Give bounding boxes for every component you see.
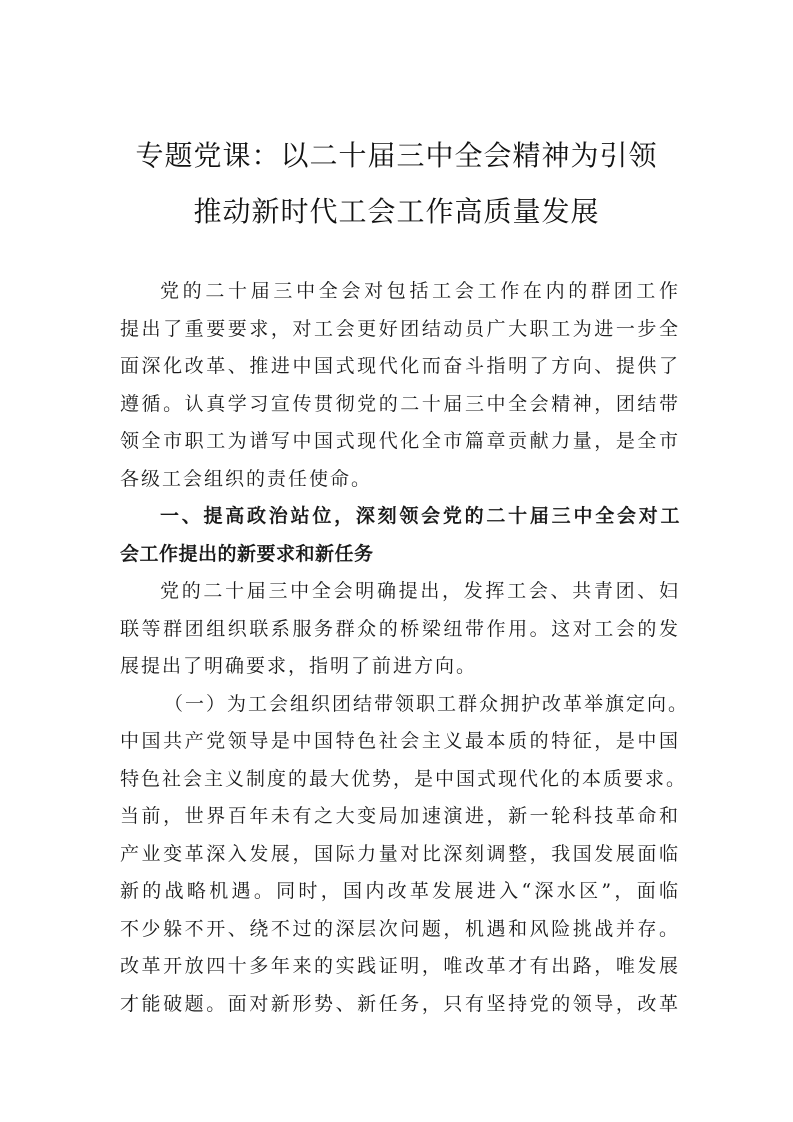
subsection1-line-7: 不少躲不开、绕不过的深层次问题，机遇和风险挑战并存。 bbox=[120, 917, 680, 940]
subsection1-line-2: 中国共产党领导是中国特色社会主义最本质的特征，是中国 bbox=[120, 730, 680, 752]
section1-line-3: 展提出了明确要求，指明了前进方向。 bbox=[120, 655, 478, 677]
title-line-2: 推动新时代工会工作高质量发展 bbox=[193, 195, 600, 228]
intro-line-4: 遵循。认真学习宣传贯彻党的二十届三中全会精神，团结带 bbox=[120, 392, 680, 415]
subsection1-line-5: 产业变革深入发展，国际力量对比深刻调整，我国发展面临 bbox=[120, 842, 680, 865]
subsection1-line-4: 当前，世界百年未有之大变局加速演进，新一轮科技革命和 bbox=[120, 805, 680, 827]
intro-line-3: 面深化改革、推进中国式现代化而奋斗指明了方向、提供了 bbox=[120, 355, 680, 377]
document-title bbox=[0, 128, 793, 240]
subsection1-line-9: 才能破题。面对新形势、新任务，只有坚持党的领导，改革 bbox=[120, 992, 680, 1015]
intro-line-1: 党的二十届三中全会对包括工会工作在内的群团工作 bbox=[160, 280, 680, 302]
section1-line-2: 联等群团组织联系服务群众的桥梁纽带作用。这对工会的发 bbox=[120, 617, 680, 640]
subsection1-line-8: 改革开放四十多年来的实践证明，唯改革才有出路，唯发展 bbox=[120, 955, 680, 977]
section1-heading-line-2: 会工作提出的新要求和新任务 bbox=[120, 542, 374, 565]
subsection1-line-3: 特色社会主义制度的最大优势，是中国式现代化的本质要求。 bbox=[120, 767, 688, 790]
section1-heading-line-1: 一、提高政治站位，深刻领会党的二十届三中全会对工 bbox=[160, 505, 680, 527]
intro-line-5: 领全市职工为谱写中国式现代化全市篇章贡献力量，是全市 bbox=[120, 430, 680, 452]
intro-line-2: 提出了重要要求，对工会更好团结动员广大职工为进一步全 bbox=[120, 317, 680, 340]
section1-line-1: 党的二十届三中全会明确提出，发挥工会、共青团、妇 bbox=[160, 580, 680, 602]
intro-line-6: 各级工会组织的责任使命。 bbox=[120, 467, 373, 490]
subsection1-line-1: （一）为工会组织团结带领职工群众拥护改革举旗定向。 bbox=[164, 692, 690, 715]
document-body bbox=[120, 273, 690, 1023]
subsection1-line-6: 新的战略机遇。同时，国内改革发展进入“深水区”，面临 bbox=[120, 880, 680, 902]
title-line-1: 专题党课：以二十届三中全会精神为引领 bbox=[135, 139, 658, 172]
